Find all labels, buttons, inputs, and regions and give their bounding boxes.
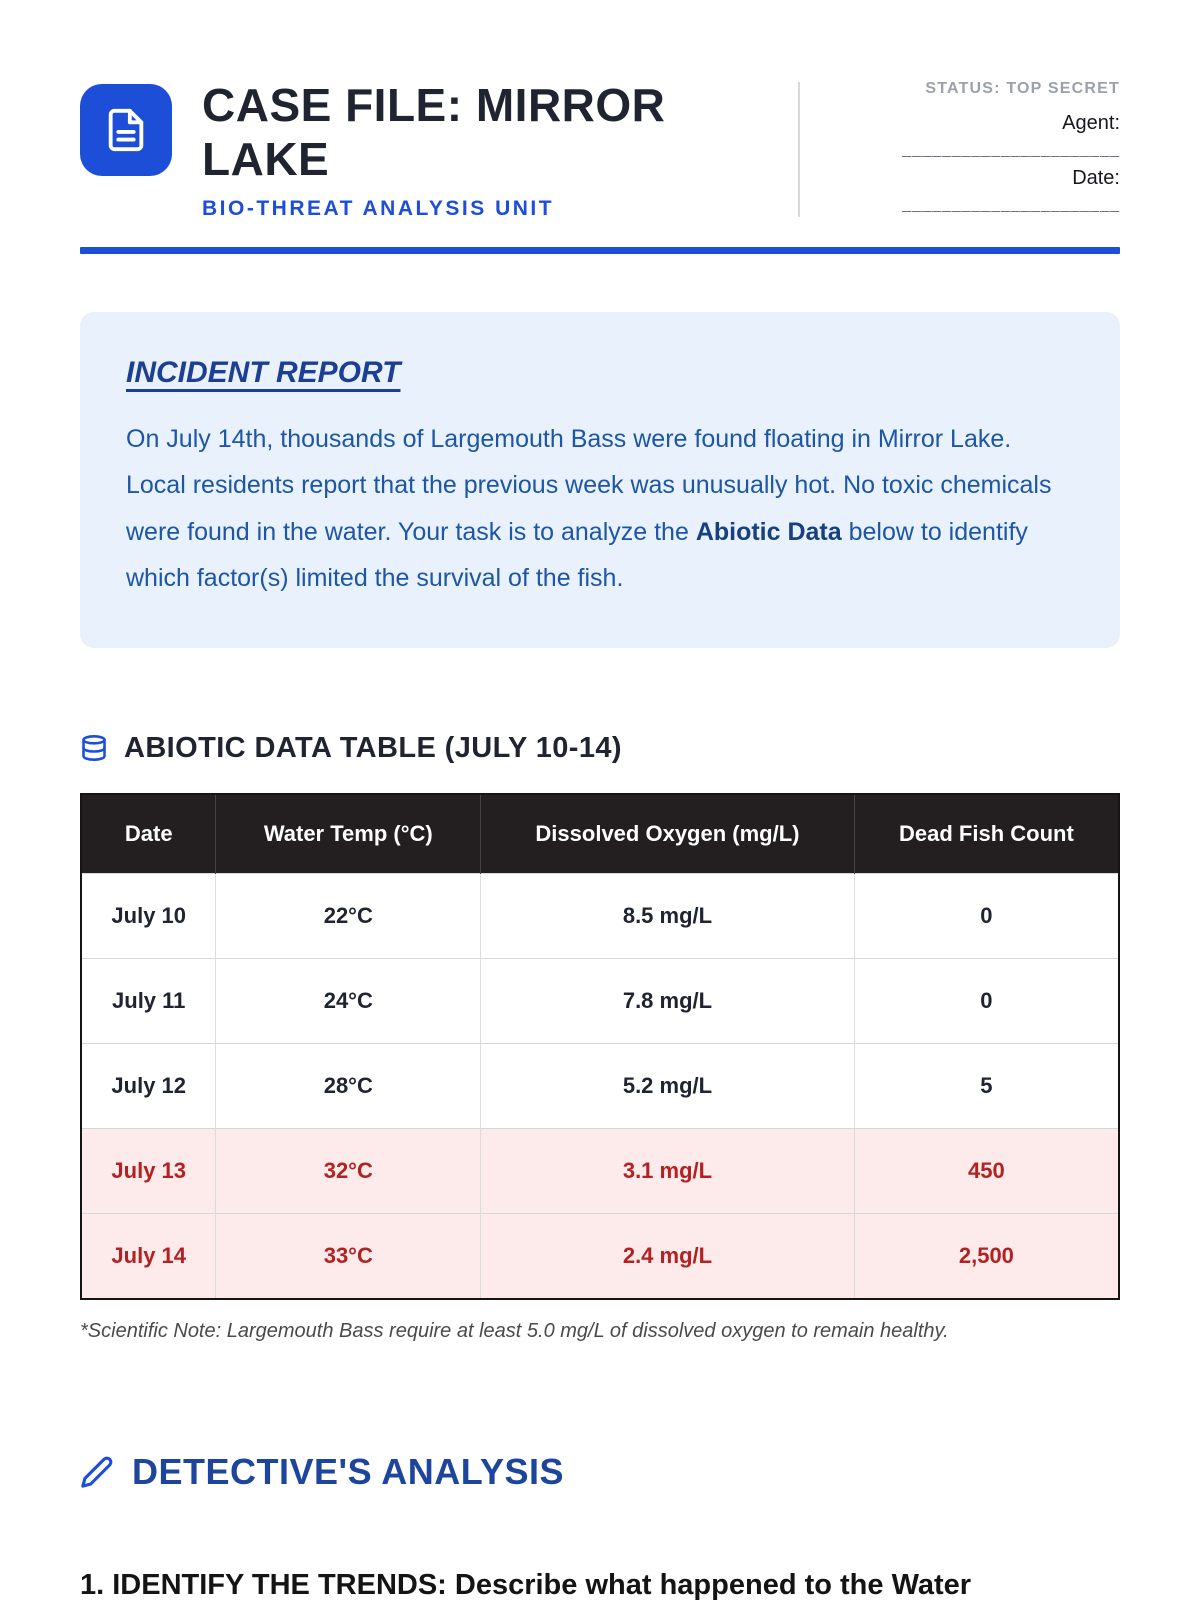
table-row bbox=[81, 958, 1119, 1043]
header-left bbox=[80, 78, 798, 221]
cell-temp: 32°C bbox=[216, 1128, 481, 1213]
cell-oxygen: 7.8 mg/L bbox=[481, 958, 855, 1043]
cell-temp: 28°C bbox=[216, 1043, 481, 1128]
header-meta bbox=[800, 78, 1120, 221]
incident-report-card bbox=[80, 312, 1120, 648]
cell-oxygen: 2.4 mg/L bbox=[481, 1213, 855, 1299]
table-row-danger bbox=[81, 1128, 1119, 1213]
table-header-row bbox=[81, 794, 1119, 874]
database-icon bbox=[80, 734, 108, 762]
analysis-heading bbox=[80, 1451, 1120, 1493]
scientific-note: *Scientific Note: Largemouth Bass require at least 5.0 mg/L of dissolved oxygen to remain healthy. bbox=[80, 1319, 949, 1342]
incident-body-bold: Abiotic Data bbox=[695, 517, 842, 546]
cell-deadfish: 0 bbox=[854, 873, 1119, 958]
agent-fill-line: ______________________ bbox=[902, 141, 1120, 158]
cell-date: July 12 bbox=[81, 1043, 216, 1128]
date-fill-line: ______________________ bbox=[902, 196, 1120, 213]
abiotic-data-table bbox=[80, 793, 1120, 1300]
cell-temp: 33°C bbox=[216, 1213, 481, 1299]
cell-oxygen: 3.1 mg/L bbox=[481, 1128, 855, 1213]
cell-date: July 10 bbox=[81, 873, 216, 958]
cell-deadfish: 450 bbox=[854, 1128, 1119, 1213]
pen-icon bbox=[80, 1455, 114, 1489]
cell-temp: 22°C bbox=[216, 873, 481, 958]
status-badge: STATUS: TOP SECRET bbox=[925, 80, 1120, 97]
incident-body-post: below to identify which factor(s) limited the survival of the fish. bbox=[126, 517, 1028, 593]
cell-date: July 13 bbox=[81, 1128, 216, 1213]
cell-date: July 14 bbox=[81, 1213, 216, 1299]
question-1-prompt: 1. IDENTIFY THE TRENDS: Describe what happened to the Water bbox=[80, 1568, 972, 1601]
table-row bbox=[81, 873, 1119, 958]
page-subtitle: BIO-THREAT ANALYSIS UNIT bbox=[202, 196, 555, 220]
cell-deadfish: 0 bbox=[854, 958, 1119, 1043]
cell-date: July 11 bbox=[81, 958, 216, 1043]
table-row-danger bbox=[81, 1213, 1119, 1299]
title-block bbox=[202, 78, 742, 221]
abiotic-table-heading bbox=[80, 732, 1120, 765]
header-rule bbox=[80, 247, 1120, 254]
agent-label: Agent: bbox=[1062, 112, 1120, 134]
section-title: ABIOTIC DATA TABLE (JULY 10-14) bbox=[124, 731, 622, 764]
column-header-oxygen: Dissolved Oxygen (mg/L) bbox=[481, 794, 855, 874]
cell-deadfish: 2,500 bbox=[854, 1213, 1119, 1299]
incident-report-heading: INCIDENT REPORT bbox=[126, 355, 401, 389]
column-header-date: Date bbox=[81, 794, 216, 874]
incident-report-body bbox=[126, 416, 1074, 602]
date-label: Date: bbox=[1072, 167, 1120, 189]
cell-deadfish: 5 bbox=[854, 1043, 1119, 1128]
cell-temp: 24°C bbox=[216, 958, 481, 1043]
document-icon bbox=[80, 84, 172, 176]
analysis-title: DETECTIVE'S ANALYSIS bbox=[132, 1450, 564, 1492]
incident-body-pre: On July 14th, thousands of Largemouth Bass were found floating in Mirror Lake. Local residents report that the previous week was unusually hot. No toxic chemicals were found in the water. Your task is to analyze the bbox=[126, 424, 1052, 546]
column-header-deadfish: Dead Fish Count bbox=[854, 794, 1119, 874]
table-row bbox=[81, 1043, 1119, 1128]
cell-oxygen: 8.5 mg/L bbox=[481, 873, 855, 958]
page-title: CASE FILE: MIRROR LAKE bbox=[202, 79, 666, 186]
cell-oxygen: 5.2 mg/L bbox=[481, 1043, 855, 1128]
column-header-temp: Water Temp (°C) bbox=[216, 794, 481, 874]
header bbox=[80, 78, 1120, 221]
